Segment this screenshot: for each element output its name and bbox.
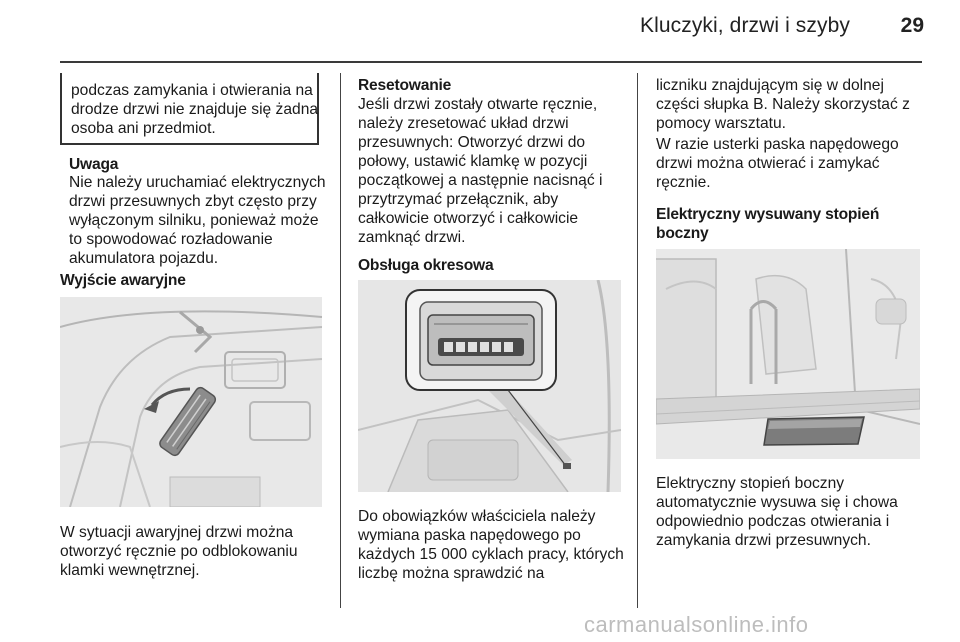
column-divider (340, 73, 341, 608)
note-body: Nie należy uruchamiać elektrycznych drzwi przesuwnych zbyt często przy wyłączonym silniku, ponieważ może to spowodować rozładowanie akumulatora pojazdu. (69, 174, 326, 267)
watermark: carmanualsonline.info (584, 612, 809, 637)
reset-body: Jeśli drzwi zostały otwarte ręcznie, należy zresetować układ drzwi przesuwnych: Otworzyć drzwi do połowy, ustawić klamkę w pozycji początkowej a następnie nacisnąć i przytrzymać przełącznik, aby całkowicie otworzyć i całkowicie zamknąć drzwi. (358, 96, 603, 246)
page-number: 29 (900, 14, 924, 37)
step-heading: Elektryczny wysuwany stopień boczny (656, 206, 880, 242)
header-rule (60, 61, 922, 63)
reset-heading: Resetowanie (358, 77, 452, 94)
figure-caption-emergency: W sytuacji awaryjnej drzwi można otworzyć ręcznie po odblokowaniu klamki wewnętrznej. (60, 524, 298, 579)
side-step-drawing (656, 249, 920, 459)
col3-paragraph-2: W razie usterki paska napędowego drzwi można otwierać i zamykać ręcznie. (656, 136, 899, 191)
warning-text: podczas zamykania i otwierania na drodze drzwi nie znajduje się żadna osoba ani przedmiot. (71, 82, 319, 137)
emergency-handle-illustration (60, 297, 322, 507)
note-heading: Uwaga (69, 156, 119, 173)
emergency-handle-drawing (60, 297, 322, 507)
door-counter-illustration (358, 280, 621, 492)
running-header-title: Kluczyki, drzwi i szyby (639, 14, 850, 37)
col3-paragraph-1: liczniku znajdującym się w dolnej części słupka B. Należy skorzystać z pomocy warsztatu. (656, 77, 910, 132)
step-body: Elektryczny stopień boczny automatycznie wysuwa się i chowa odpowiednio podczas otwierania i zamykania drzwi przesuwnych. (656, 475, 898, 549)
section-heading-emergency-exit: Wyjście awaryjne (60, 272, 186, 289)
side-step-illustration (656, 249, 920, 459)
service-heading: Obsługa okresowa (358, 257, 494, 274)
door-counter-drawing (358, 280, 621, 492)
service-body: Do obowiązków właściciela należy wymiana paska napędowego po każdych 15 000 cyklach pracy, których liczbę można sprawdzić na (358, 508, 624, 582)
warning-box (60, 73, 319, 145)
column-divider (637, 73, 638, 608)
